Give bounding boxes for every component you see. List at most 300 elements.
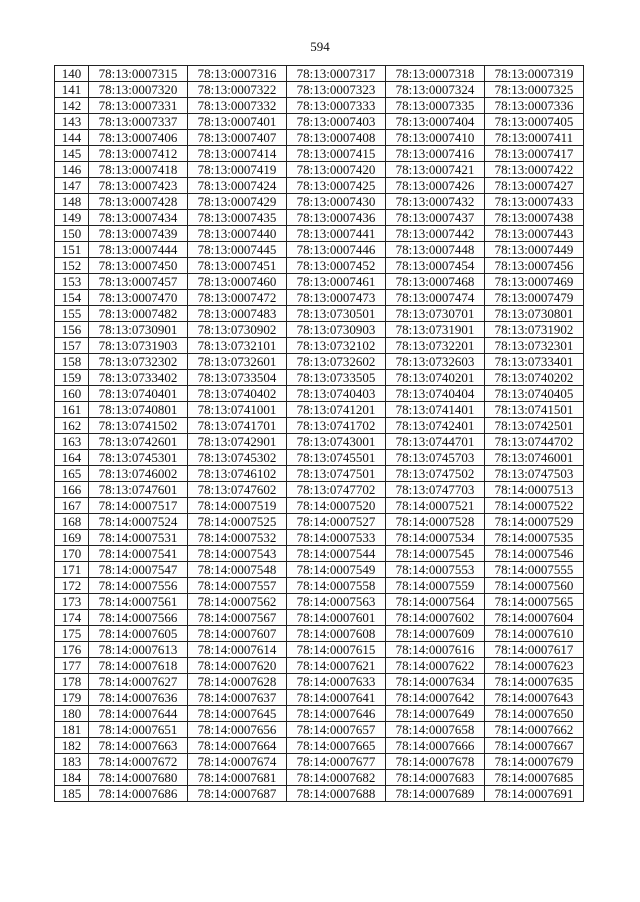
cadastral-number-cell: 78:13:0745703 (386, 450, 485, 466)
cadastral-number-cell: 78:14:0007678 (386, 754, 485, 770)
cadastral-number-cell: 78:13:0731903 (89, 338, 188, 354)
cadastral-number-cell: 78:13:0007324 (386, 82, 485, 98)
cadastral-number-cell: 78:14:0007637 (188, 690, 287, 706)
table-row (55, 162, 584, 178)
cadastral-number-cell: 78:13:0007470 (89, 290, 188, 306)
row-number-cell: 172 (55, 578, 89, 594)
row-number-cell: 176 (55, 642, 89, 658)
cadastral-number-cell: 78:13:0747502 (386, 466, 485, 482)
cadastral-number-cell: 78:14:0007620 (188, 658, 287, 674)
cadastral-number-cell: 78:13:0007468 (386, 274, 485, 290)
cadastral-number-cell: 78:13:0007408 (287, 130, 386, 146)
cadastral-number-cell: 78:13:0730903 (287, 322, 386, 338)
row-number-cell: 143 (55, 114, 89, 130)
row-number-cell: 168 (55, 514, 89, 530)
cadastral-number-cell: 78:13:0743001 (287, 434, 386, 450)
cadastral-number-cell: 78:14:0007680 (89, 770, 188, 786)
row-number-cell: 177 (55, 658, 89, 674)
cadastral-number-cell: 78:13:0730701 (386, 306, 485, 322)
cadastral-number-cell: 78:13:0007433 (485, 194, 584, 210)
table-row (55, 770, 584, 786)
cadastral-number-cell: 78:14:0007527 (287, 514, 386, 530)
cadastral-number-cell: 78:13:0007436 (287, 210, 386, 226)
page-number: 594 (310, 39, 330, 54)
cadastral-number-cell: 78:13:0745301 (89, 450, 188, 466)
cadastral-number-cell: 78:13:0740202 (485, 370, 584, 386)
table-row (55, 578, 584, 594)
row-number-cell: 185 (55, 786, 89, 802)
row-number-cell: 145 (55, 146, 89, 162)
cadastral-number-cell: 78:14:0007565 (485, 594, 584, 610)
cadastral-number-cell: 78:14:0007614 (188, 642, 287, 658)
row-number-cell: 154 (55, 290, 89, 306)
cadastral-number-cell: 78:13:0746102 (188, 466, 287, 482)
cadastral-number-cell: 78:13:0007315 (89, 66, 188, 82)
cadastral-number-cell: 78:13:0007415 (287, 146, 386, 162)
cadastral-number-cell: 78:14:0007567 (188, 610, 287, 626)
cadastral-number-cell: 78:13:0007451 (188, 258, 287, 274)
cadastral-number-cell: 78:14:0007664 (188, 738, 287, 754)
cadastral-number-cell: 78:14:0007667 (485, 738, 584, 754)
cadastral-number-cell: 78:14:0007658 (386, 722, 485, 738)
cadastral-number-cell: 78:13:0740405 (485, 386, 584, 402)
cadastral-number-cell: 78:13:0007319 (485, 66, 584, 82)
cadastral-number-cell: 78:14:0007689 (386, 786, 485, 802)
cadastral-number-cell: 78:13:0007412 (89, 146, 188, 162)
table-row (55, 130, 584, 146)
cadastral-number-cell: 78:14:0007548 (188, 562, 287, 578)
cadastral-number-table (54, 65, 584, 802)
cadastral-number-cell: 78:13:0732301 (485, 338, 584, 354)
cadastral-number-cell: 78:13:0007410 (386, 130, 485, 146)
cadastral-number-cell: 78:14:0007513 (485, 482, 584, 498)
cadastral-number-cell: 78:13:0731902 (485, 322, 584, 338)
cadastral-number-cell: 78:13:0007450 (89, 258, 188, 274)
table-row (55, 290, 584, 306)
row-number-cell: 165 (55, 466, 89, 482)
table-row (55, 242, 584, 258)
cadastral-number-cell: 78:13:0007440 (188, 226, 287, 242)
cadastral-number-cell: 78:13:0732602 (287, 354, 386, 370)
cadastral-number-cell: 78:14:0007610 (485, 626, 584, 642)
table-row (55, 546, 584, 562)
row-number-cell: 159 (55, 370, 89, 386)
row-number-cell: 141 (55, 82, 89, 98)
cadastral-number-cell: 78:14:0007621 (287, 658, 386, 674)
table-row (55, 274, 584, 290)
cadastral-number-cell: 78:14:0007628 (188, 674, 287, 690)
cadastral-number-cell: 78:13:0007420 (287, 162, 386, 178)
table-row (55, 754, 584, 770)
cadastral-number-cell: 78:14:0007609 (386, 626, 485, 642)
cadastral-number-cell: 78:13:0732101 (188, 338, 287, 354)
row-number-cell: 171 (55, 562, 89, 578)
row-number-cell: 164 (55, 450, 89, 466)
cadastral-number-cell: 78:14:0007545 (386, 546, 485, 562)
cadastral-number-cell: 78:14:0007646 (287, 706, 386, 722)
table-row (55, 786, 584, 802)
cadastral-number-cell: 78:13:0730902 (188, 322, 287, 338)
cadastral-number-cell: 78:13:0007472 (188, 290, 287, 306)
cadastral-number-cell: 78:13:0007473 (287, 290, 386, 306)
table-row (55, 658, 584, 674)
cadastral-number-cell: 78:14:0007563 (287, 594, 386, 610)
cadastral-number-cell: 78:13:0732201 (386, 338, 485, 354)
cadastral-number-cell: 78:14:0007607 (188, 626, 287, 642)
cadastral-number-cell: 78:13:0747503 (485, 466, 584, 482)
table-row (55, 530, 584, 546)
cadastral-number-cell: 78:13:0007469 (485, 274, 584, 290)
table-row (55, 434, 584, 450)
row-number-cell: 160 (55, 386, 89, 402)
cadastral-number-cell: 78:14:0007561 (89, 594, 188, 610)
cadastral-number-cell: 78:13:0007417 (485, 146, 584, 162)
cadastral-number-cell: 78:13:0007401 (188, 114, 287, 130)
table-row (55, 514, 584, 530)
cadastral-number-cell: 78:14:0007666 (386, 738, 485, 754)
table-row (55, 626, 584, 642)
cadastral-number-cell: 78:13:0740801 (89, 402, 188, 418)
cadastral-number-cell: 78:14:0007532 (188, 530, 287, 546)
table-row (55, 370, 584, 386)
cadastral-number-cell: 78:13:0007316 (188, 66, 287, 82)
table-row (55, 386, 584, 402)
cadastral-number-cell: 78:13:0007317 (287, 66, 386, 82)
cadastral-number-cell: 78:14:0007618 (89, 658, 188, 674)
row-number-cell: 179 (55, 690, 89, 706)
table-row (55, 82, 584, 98)
cadastral-number-cell: 78:13:0740403 (287, 386, 386, 402)
table-row (55, 338, 584, 354)
cadastral-number-cell: 78:14:0007616 (386, 642, 485, 658)
cadastral-number-cell: 78:13:0007335 (386, 98, 485, 114)
cadastral-number-cell: 78:14:0007544 (287, 546, 386, 562)
cadastral-number-cell: 78:13:0741501 (485, 402, 584, 418)
cadastral-number-cell: 78:14:0007556 (89, 578, 188, 594)
cadastral-number-cell: 78:14:0007549 (287, 562, 386, 578)
cadastral-number-cell: 78:14:0007541 (89, 546, 188, 562)
table-row (55, 706, 584, 722)
cadastral-number-cell: 78:14:0007559 (386, 578, 485, 594)
row-number-cell: 166 (55, 482, 89, 498)
row-number-cell: 180 (55, 706, 89, 722)
cadastral-number-cell: 78:13:0007429 (188, 194, 287, 210)
cadastral-number-cell: 78:13:0007320 (89, 82, 188, 98)
cadastral-number-cell: 78:13:0742601 (89, 434, 188, 450)
cadastral-number-cell: 78:13:0747703 (386, 482, 485, 498)
cadastral-number-cell: 78:14:0007528 (386, 514, 485, 530)
table-row (55, 354, 584, 370)
cadastral-number-cell: 78:14:0007679 (485, 754, 584, 770)
row-number-cell: 183 (55, 754, 89, 770)
cadastral-number-cell: 78:14:0007564 (386, 594, 485, 610)
cadastral-number-cell: 78:14:0007665 (287, 738, 386, 754)
table-row (55, 450, 584, 466)
cadastral-number-cell: 78:14:0007656 (188, 722, 287, 738)
cadastral-number-cell: 78:13:0007430 (287, 194, 386, 210)
cadastral-number-cell: 78:14:0007558 (287, 578, 386, 594)
row-number-cell: 156 (55, 322, 89, 338)
cadastral-number-cell: 78:13:0732102 (287, 338, 386, 354)
row-number-cell: 182 (55, 738, 89, 754)
cadastral-number-cell: 78:13:0007448 (386, 242, 485, 258)
cadastral-number-cell: 78:13:0741701 (188, 418, 287, 434)
cadastral-number-cell: 78:14:0007687 (188, 786, 287, 802)
table-row (55, 306, 584, 322)
cadastral-number-cell: 78:14:0007520 (287, 498, 386, 514)
cadastral-number-cell: 78:14:0007651 (89, 722, 188, 738)
cadastral-number-cell: 78:13:0747601 (89, 482, 188, 498)
row-number-cell: 169 (55, 530, 89, 546)
row-number-cell: 144 (55, 130, 89, 146)
cadastral-number-cell: 78:14:0007643 (485, 690, 584, 706)
cadastral-number-cell: 78:13:0732601 (188, 354, 287, 370)
cadastral-number-cell: 78:13:0740401 (89, 386, 188, 402)
cadastral-number-cell: 78:13:0007452 (287, 258, 386, 274)
cadastral-number-cell: 78:14:0007623 (485, 658, 584, 674)
cadastral-number-cell: 78:13:0733401 (485, 354, 584, 370)
cadastral-number-cell: 78:14:0007615 (287, 642, 386, 658)
row-number-cell: 174 (55, 610, 89, 626)
cadastral-number-cell: 78:13:0746002 (89, 466, 188, 482)
table-row (55, 226, 584, 242)
cadastral-number-cell: 78:13:0740402 (188, 386, 287, 402)
table-row (55, 402, 584, 418)
table-row (55, 114, 584, 130)
cadastral-number-cell: 78:14:0007622 (386, 658, 485, 674)
cadastral-number-cell: 78:14:0007519 (188, 498, 287, 514)
cadastral-number-cell: 78:14:0007533 (287, 530, 386, 546)
cadastral-number-cell: 78:14:0007681 (188, 770, 287, 786)
cadastral-number-cell: 78:13:0007461 (287, 274, 386, 290)
cadastral-number-cell: 78:13:0733505 (287, 370, 386, 386)
cadastral-number-cell: 78:14:0007557 (188, 578, 287, 594)
cadastral-number-cell: 78:13:0007421 (386, 162, 485, 178)
table-row (55, 610, 584, 626)
cadastral-number-cell: 78:14:0007524 (89, 514, 188, 530)
cadastral-number-cell: 78:13:0744702 (485, 434, 584, 450)
cadastral-number-cell: 78:13:0007414 (188, 146, 287, 162)
cadastral-number-cell: 78:13:0007331 (89, 98, 188, 114)
row-number-cell: 175 (55, 626, 89, 642)
cadastral-number-cell: 78:13:0007456 (485, 258, 584, 274)
row-number-cell: 146 (55, 162, 89, 178)
row-number-cell: 151 (55, 242, 89, 258)
cadastral-number-cell: 78:13:0007437 (386, 210, 485, 226)
cadastral-number-cell: 78:13:0007323 (287, 82, 386, 98)
cadastral-number-cell: 78:14:0007627 (89, 674, 188, 690)
cadastral-number-cell: 78:13:0007457 (89, 274, 188, 290)
table-row (55, 98, 584, 114)
cadastral-number-cell: 78:13:0007403 (287, 114, 386, 130)
cadastral-number-cell: 78:14:0007525 (188, 514, 287, 530)
cadastral-number-cell: 78:13:0007426 (386, 178, 485, 194)
cadastral-number-cell: 78:13:0007332 (188, 98, 287, 114)
cadastral-number-cell: 78:13:0007443 (485, 226, 584, 242)
cadastral-number-cell: 78:14:0007531 (89, 530, 188, 546)
cadastral-number-cell: 78:13:0741401 (386, 402, 485, 418)
cadastral-number-cell: 78:14:0007555 (485, 562, 584, 578)
row-number-cell: 173 (55, 594, 89, 610)
cadastral-number-cell: 78:13:0744701 (386, 434, 485, 450)
cadastral-number-cell: 78:14:0007522 (485, 498, 584, 514)
cadastral-number-cell: 78:13:0007425 (287, 178, 386, 194)
cadastral-number-cell: 78:14:0007636 (89, 690, 188, 706)
table-row (55, 194, 584, 210)
cadastral-number-cell: 78:14:0007617 (485, 642, 584, 658)
row-number-cell: 161 (55, 402, 89, 418)
cadastral-number-cell: 78:13:0007442 (386, 226, 485, 242)
cadastral-number-cell: 78:13:0007423 (89, 178, 188, 194)
cadastral-number-cell: 78:13:0747501 (287, 466, 386, 482)
cadastral-number-cell: 78:14:0007662 (485, 722, 584, 738)
row-number-cell: 155 (55, 306, 89, 322)
table-row (55, 690, 584, 706)
table-row (55, 594, 584, 610)
cadastral-number-cell: 78:14:0007686 (89, 786, 188, 802)
cadastral-number-cell: 78:14:0007641 (287, 690, 386, 706)
cadastral-number-cell: 78:13:0007325 (485, 82, 584, 98)
cadastral-number-cell: 78:13:0007454 (386, 258, 485, 274)
cadastral-number-cell: 78:14:0007517 (89, 498, 188, 514)
row-number-cell: 148 (55, 194, 89, 210)
cadastral-number-cell: 78:13:0742501 (485, 418, 584, 434)
cadastral-number-cell: 78:13:0007418 (89, 162, 188, 178)
row-number-cell: 170 (55, 546, 89, 562)
cadastral-number-cell: 78:13:0007422 (485, 162, 584, 178)
cadastral-number-cell: 78:14:0007601 (287, 610, 386, 626)
cadastral-number-cell: 78:13:0747602 (188, 482, 287, 498)
row-number-cell: 178 (55, 674, 89, 690)
cadastral-number-cell: 78:14:0007605 (89, 626, 188, 642)
cadastral-number-cell: 78:13:0730901 (89, 322, 188, 338)
cadastral-number-cell: 78:14:0007657 (287, 722, 386, 738)
row-number-cell: 157 (55, 338, 89, 354)
cadastral-number-cell: 78:13:0007419 (188, 162, 287, 178)
row-number-cell: 149 (55, 210, 89, 226)
cadastral-number-cell: 78:14:0007543 (188, 546, 287, 562)
cadastral-number-cell: 78:13:0007337 (89, 114, 188, 130)
cadastral-number-cell: 78:13:0007435 (188, 210, 287, 226)
cadastral-number-cell: 78:14:0007602 (386, 610, 485, 626)
cadastral-number-cell: 78:14:0007688 (287, 786, 386, 802)
cadastral-number-cell: 78:13:0007445 (188, 242, 287, 258)
cadastral-number-cell: 78:13:0007405 (485, 114, 584, 130)
table-row (55, 258, 584, 274)
row-number-cell: 142 (55, 98, 89, 114)
cadastral-number-cell: 78:13:0742401 (386, 418, 485, 434)
cadastral-number-cell: 78:13:0740404 (386, 386, 485, 402)
cadastral-number-cell: 78:14:0007649 (386, 706, 485, 722)
cadastral-number-cell: 78:14:0007608 (287, 626, 386, 642)
cadastral-number-cell: 78:14:0007683 (386, 770, 485, 786)
row-number-cell: 152 (55, 258, 89, 274)
cadastral-number-cell: 78:14:0007534 (386, 530, 485, 546)
cadastral-number-cell: 78:14:0007553 (386, 562, 485, 578)
cadastral-number-cell: 78:13:0007446 (287, 242, 386, 258)
cadastral-number-cell: 78:13:0007438 (485, 210, 584, 226)
cadastral-number-cell: 78:13:0733402 (89, 370, 188, 386)
cadastral-number-cell: 78:13:0741502 (89, 418, 188, 434)
cadastral-number-cell: 78:14:0007635 (485, 674, 584, 690)
cadastral-number-cell: 78:13:0007474 (386, 290, 485, 306)
cadastral-number-cell: 78:13:0007407 (188, 130, 287, 146)
row-number-cell: 158 (55, 354, 89, 370)
row-number-cell: 167 (55, 498, 89, 514)
table-row (55, 482, 584, 498)
cadastral-number-cell: 78:14:0007604 (485, 610, 584, 626)
table-row (55, 738, 584, 754)
cadastral-number-cell: 78:13:0007479 (485, 290, 584, 306)
cadastral-number-cell: 78:13:0007416 (386, 146, 485, 162)
row-number-cell: 181 (55, 722, 89, 738)
cadastral-number-cell: 78:14:0007521 (386, 498, 485, 514)
cadastral-number-cell: 78:13:0741001 (188, 402, 287, 418)
cadastral-number-cell: 78:13:0007441 (287, 226, 386, 242)
cadastral-number-cell: 78:14:0007650 (485, 706, 584, 722)
cadastral-number-cell: 78:14:0007566 (89, 610, 188, 626)
table-row (55, 466, 584, 482)
cadastral-number-cell: 78:14:0007685 (485, 770, 584, 786)
cadastral-number-cell: 78:13:0007322 (188, 82, 287, 98)
cadastral-number-cell: 78:13:0007449 (485, 242, 584, 258)
cadastral-number-cell: 78:13:0746001 (485, 450, 584, 466)
cadastral-number-cell: 78:13:0007427 (485, 178, 584, 194)
cadastral-number-cell: 78:13:0731901 (386, 322, 485, 338)
cadastral-number-cell: 78:13:0733504 (188, 370, 287, 386)
table-row (55, 418, 584, 434)
cadastral-number-cell: 78:13:0007432 (386, 194, 485, 210)
cadastral-number-cell: 78:13:0007333 (287, 98, 386, 114)
cadastral-number-cell: 78:13:0007411 (485, 130, 584, 146)
table-row (55, 642, 584, 658)
cadastral-number-cell: 78:13:0745501 (287, 450, 386, 466)
cadastral-number-cell: 78:13:0007434 (89, 210, 188, 226)
cadastral-number-cell: 78:13:0007444 (89, 242, 188, 258)
table-row (55, 146, 584, 162)
row-number-cell: 184 (55, 770, 89, 786)
cadastral-number-cell: 78:14:0007546 (485, 546, 584, 562)
cadastral-number-cell: 78:13:0007424 (188, 178, 287, 194)
cadastral-number-cell: 78:13:0742901 (188, 434, 287, 450)
cadastral-number-cell: 78:13:0730801 (485, 306, 584, 322)
cadastral-number-cell: 78:13:0007428 (89, 194, 188, 210)
cadastral-number-cell: 78:13:0747702 (287, 482, 386, 498)
cadastral-number-cell: 78:13:0007460 (188, 274, 287, 290)
cadastral-number-cell: 78:14:0007691 (485, 786, 584, 802)
table-row (55, 498, 584, 514)
table-row (55, 722, 584, 738)
cadastral-number-cell: 78:14:0007672 (89, 754, 188, 770)
row-number-cell: 150 (55, 226, 89, 242)
cadastral-number-cell: 78:14:0007535 (485, 530, 584, 546)
cadastral-number-cell: 78:13:0007483 (188, 306, 287, 322)
cadastral-number-cell: 78:13:0007439 (89, 226, 188, 242)
table-row (55, 178, 584, 194)
cadastral-number-cell: 78:14:0007562 (188, 594, 287, 610)
cadastral-number-cell: 78:13:0007406 (89, 130, 188, 146)
cadastral-number-cell: 78:14:0007560 (485, 578, 584, 594)
cadastral-number-cell: 78:13:0745302 (188, 450, 287, 466)
table-row (55, 210, 584, 226)
table-row (55, 322, 584, 338)
cadastral-number-cell: 78:14:0007529 (485, 514, 584, 530)
table-body (55, 66, 584, 802)
cadastral-number-cell: 78:14:0007645 (188, 706, 287, 722)
cadastral-number-cell: 78:13:0007336 (485, 98, 584, 114)
cadastral-number-cell: 78:14:0007674 (188, 754, 287, 770)
row-number-cell: 147 (55, 178, 89, 194)
